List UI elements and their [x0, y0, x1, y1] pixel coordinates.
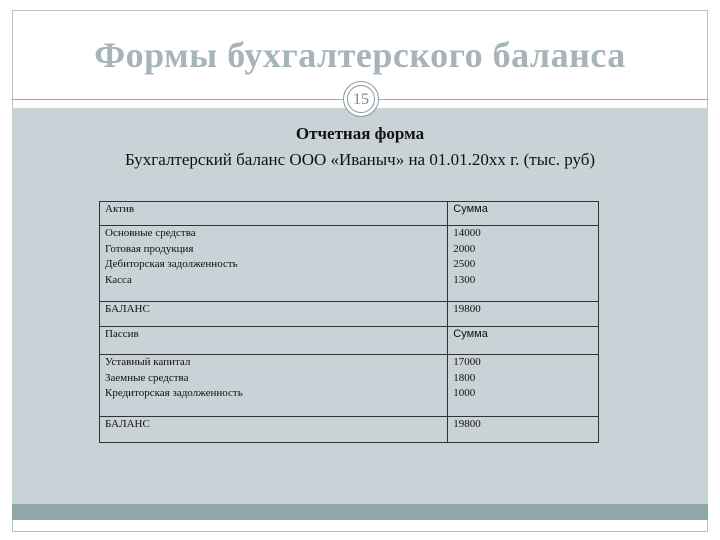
- asset-label: Касса: [105, 273, 132, 286]
- asset-label: Дебиторская задолженность: [105, 258, 238, 270]
- assets-header-label: Актив: [100, 202, 448, 226]
- liabilities-header-label: Пассив: [100, 327, 448, 355]
- page-number: 15: [347, 85, 375, 113]
- liabilities-total-label: БАЛАНС: [100, 417, 448, 443]
- assets-labels-cell: [100, 226, 448, 302]
- assets-total-label: БАЛАНС: [100, 302, 448, 327]
- asset-label: Готовая продукция: [105, 242, 194, 255]
- assets-total-row: [100, 302, 599, 327]
- liabilities-row: [100, 355, 599, 417]
- liability-label: Заемные средства: [105, 371, 189, 384]
- asset-amount: 2500: [453, 258, 476, 270]
- liabilities-total-amount: 19800: [448, 417, 599, 443]
- page-number-badge: [343, 81, 379, 117]
- liability-label: Кредиторская задолженность: [105, 387, 243, 399]
- assets-amounts-cell: [448, 226, 599, 302]
- report-heading: Отчетная форма: [295, 124, 425, 143]
- report-subheading: Бухгалтерский баланс ООО «Иваныч» на 01.01.20хх г. (тыс. руб): [124, 150, 596, 169]
- liabilities-total-row: [100, 417, 599, 443]
- asset-amount: 14000: [453, 227, 481, 239]
- asset-amount: 2000: [453, 242, 476, 255]
- liability-amount: 1800: [453, 371, 476, 384]
- slide-title: Формы бухгалтерского баланса: [94, 35, 626, 75]
- assets-total-amount: 19800: [448, 302, 599, 327]
- liability-amount: 17000: [453, 356, 481, 368]
- liabilities-amounts-cell: [448, 355, 599, 417]
- footer-band: [12, 504, 708, 520]
- balance-sheet-table: [99, 201, 599, 443]
- assets-header-row: [100, 202, 599, 226]
- asset-label: Основные средства: [105, 227, 196, 239]
- assets-header-amount: Сумма: [448, 202, 599, 226]
- liability-label: Уставный капитал: [105, 356, 191, 368]
- asset-amount: 1300: [453, 273, 476, 286]
- assets-row: [100, 226, 599, 302]
- liabilities-header-amount: Сумма: [448, 327, 599, 355]
- liabilities-header-row: [100, 327, 599, 355]
- liabilities-labels-cell: [100, 355, 448, 417]
- liability-amount: 1000: [453, 387, 476, 399]
